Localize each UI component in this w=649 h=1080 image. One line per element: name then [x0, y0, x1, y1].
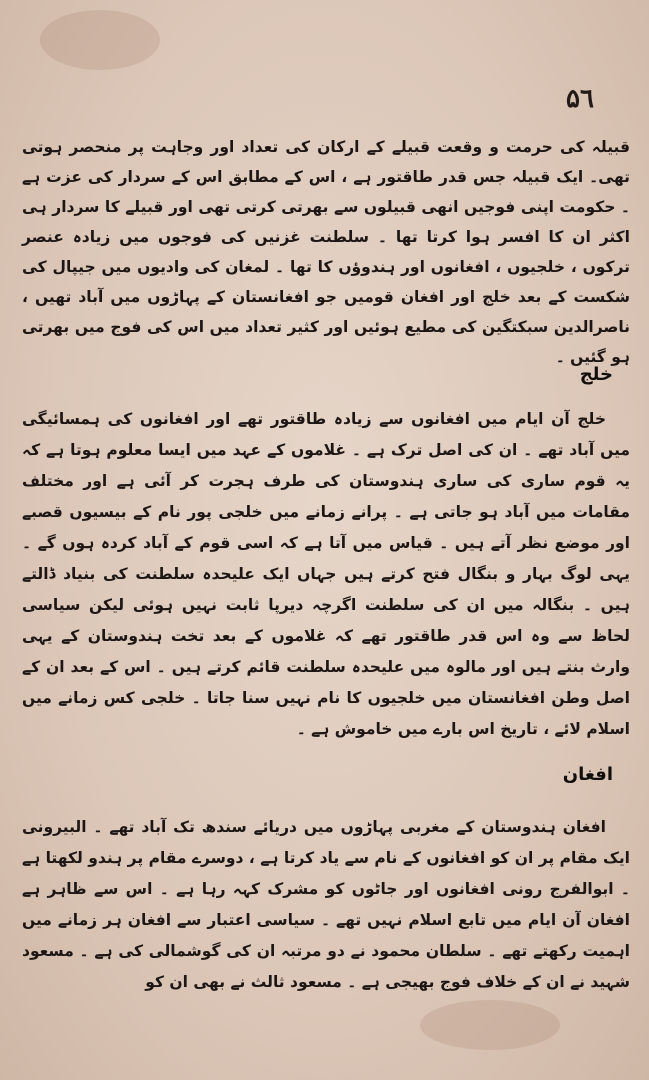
paper-stain	[420, 1000, 560, 1050]
paragraph-afghan	[22, 812, 630, 998]
paragraph-khalj	[22, 404, 630, 745]
section-heading-afghan: افغان	[562, 764, 613, 785]
paragraph-intro	[22, 132, 630, 372]
paragraph-text: قبیلہ کی حرمت و وقعت قبیلے کے ارکان کی تعداد اور وجاہت پر منحصر ہوتی تھی۔ ایک قبیلہ جس قدر طاقتور ہے ، اس کے مطابق اس کے سردار کی عزت ہے ۔ حکومت اپنی فوجیں انھی قبیلوں سے بھرتی کرتی تھی اور قبیلے کا سردار ہی اکثر ان کا افسر ہوا کرتا تھا ۔ سلطنت غزنیں کی فوجوں میں زیادہ عنصر ترکوں ، خلجیوں ، افغانوں اور ہندوؤں کا تھا ۔ لمغان کی وادیوں میں جیپال کی شکست کے بعد خلج اور افغان قومیں جو افغانستان کے پہاڑوں میں آباد تھیں ، ناصرالدین سبکتگین کی مطیع ہوئیں اور کثیر تعداد میں اس کی فوج میں بھرتی ہو گئیں ۔	[22, 138, 630, 366]
section-heading-khalj: خلج	[579, 364, 613, 385]
page-number: ۵٦	[566, 84, 594, 114]
paragraph-text: افغان ہندوستان کے مغربی پہاڑوں میں دریائے سندھ تک آباد تھے ۔ البیرونی ایک مقام پر ان کو افغانوں کے نام سے یاد کرتا ہے ، دوسرے مقام پر ہندو لکھتا ہے ۔ ابوالفرج رونی افغانوں اور جاٹوں کو مشرک کہہ رہا ہے ۔ اس سے ظاہر ہے افغان آن ایام میں تابع اسلام نہیں تھے ۔ سیاسی اعتبار سے افغان ہر زمانے میں اہمیت رکھتے تھے ۔ سلطان محمود نے دو مرتبہ ان کی گوشمالی کی ہے ۔ مسعود شہید نے ان کے خلاف فوج بھیجی ہے ۔ مسعود ثالث نے بھی ان کو	[22, 818, 630, 991]
paragraph-text: خلج آن ایام میں افغانوں سے زیادہ طاقتور تھے اور افغانوں کی ہمسائیگی میں آباد تھے ۔ ان کی اصل ترک ہے ۔ غلاموں کے عہد میں ایسا معلوم ہوتا ہے کہ یہ قوم ساری کی ساری ہندوستان کی طرف ہجرت کر آئی ہے اور مختلف مقامات میں آباد ہو جاتی ہے ۔ پرانے زمانے میں خلجی پور نام کے بیسیوں قصبے اور موضع نظر آتے ہیں ۔ قیاس میں آتا ہے کہ اسی قوم کے آباد کردہ ہوں گے ۔ یہی لوگ بہار و بنگال فتح کرتے ہیں جہاں ایک علیحدہ سلطنت کی بنیاد ڈالتے ہیں ۔ بنگالہ میں ان کی سلطنت اگرچہ دیرپا ثابت نہیں ہوئی لیکن سیاسی لحاظ سے وہ اس قدر طاقتور تھے کہ غلاموں کے بعد تخت ہندوستان کے یہی وارث بنتے ہیں اور مالوہ میں علیحدہ سلطنت قائم کرتے ہیں ۔ اس کے بعد ان کے اصل وطن افغانستان میں خلجیوں کا نام نہیں سنا جاتا ۔ خلجی کس زمانے میں اسلام لائے ، تاریخ اس بارے میں خاموش ہے ۔	[22, 410, 630, 738]
paper-stain	[40, 10, 160, 70]
